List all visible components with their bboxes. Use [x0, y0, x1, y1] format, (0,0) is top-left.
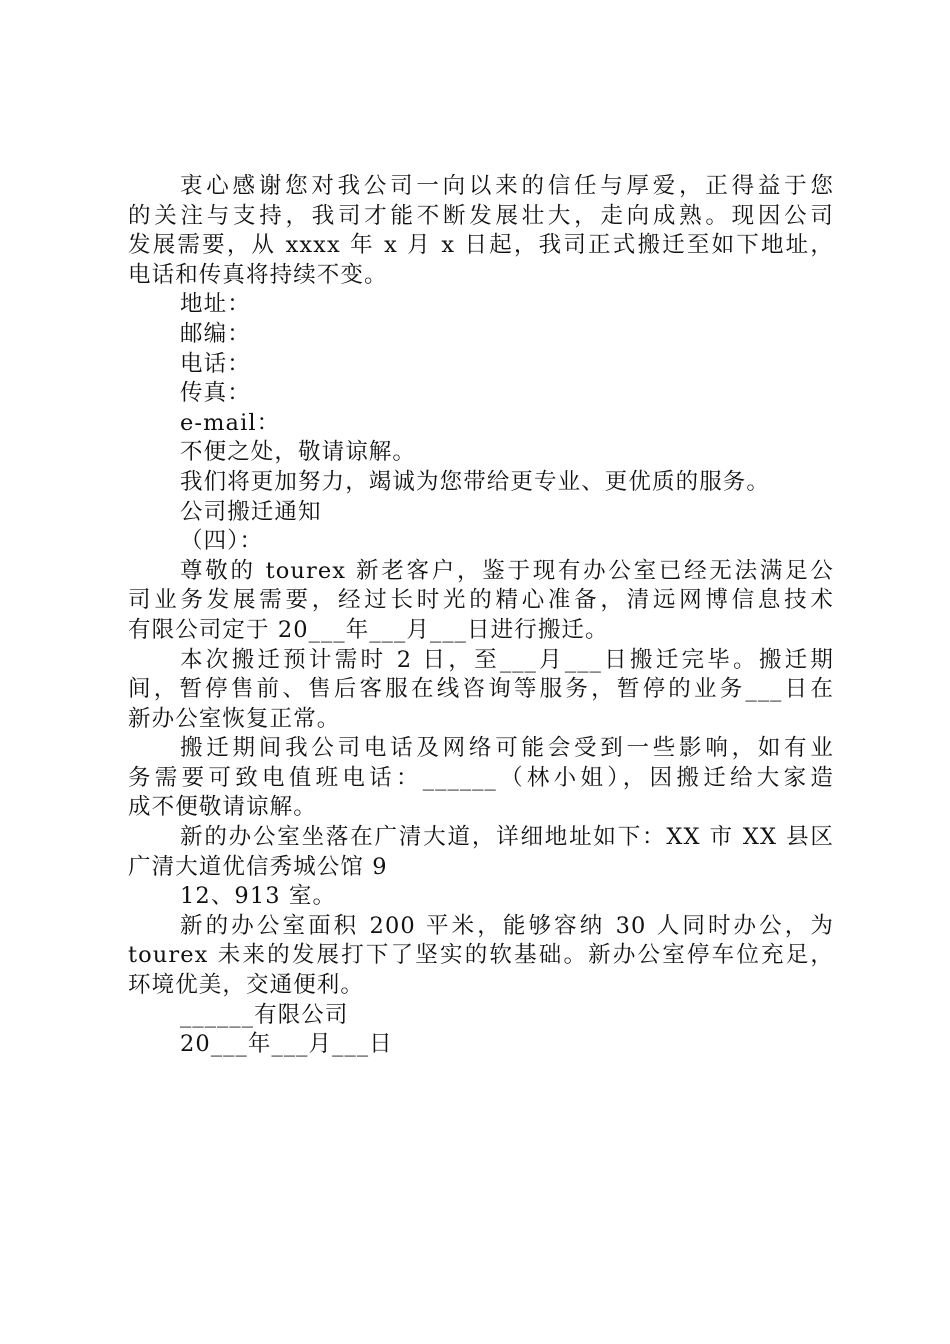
- text-line: 成不便敬请谅解。: [128, 794, 317, 821]
- text-line: 搬迁期间我公司电话及网络可能会受到一些影响，如有业: [180, 735, 834, 762]
- text-line: 衷心感谢您对我公司一向以来的信任与厚爱，正得益于您: [180, 173, 834, 199]
- text-line: tourex 未来的发展打下了坚实的软基础。新办公室停车位充足，: [128, 942, 834, 969]
- text-line: 尊敬的 tourex 新老客户，鉴于现有办公室已经无法满足公: [180, 557, 834, 584]
- text-line: 间，暂停售前、售后客服在线咨询等服务，暂停的业务___日在: [128, 676, 834, 703]
- text-line: 发展需要，从 xxxx 年 x 月 x 日起，我司正式搬迁至如下地址，: [128, 232, 834, 259]
- text-line: 司业务发展需要，经过长时光的精心准备，清远网博信息技术: [128, 587, 834, 614]
- text-line: 广清大道优信秀城公馆 9: [128, 853, 388, 880]
- document-body: [128, 172, 834, 1060]
- text-line: 新的办公室面积 200 平米，能够容纳 30 人同时办公，为: [180, 912, 834, 939]
- text-line: 新的办公室坐落在广清大道，详细地址如下：XX 市 XX 县区: [180, 824, 834, 851]
- text-line: 电话：: [180, 350, 251, 377]
- text-line: 12、913 室。: [180, 883, 337, 910]
- text-line: 有限公司定于 20___年___月___日进行搬迁。: [128, 616, 609, 643]
- text-line: 邮编：: [180, 320, 251, 347]
- text-line: 电话和传真将持续不变。: [128, 261, 388, 288]
- text-line: （四）：: [180, 528, 264, 555]
- text-line: 本次搬迁预计需时 2 日，至___月___日搬迁完毕。搬迁期: [180, 646, 834, 673]
- text-line: 传真：: [180, 380, 251, 407]
- text-line: 不便之处，敬请谅解。: [180, 439, 417, 466]
- text-line: 新办公室恢复正常。: [128, 705, 341, 732]
- text-line: 公司搬迁通知: [180, 498, 322, 525]
- text-line: e-mail：: [180, 409, 281, 436]
- text-line: 地址：: [180, 291, 251, 318]
- text-line: 20___年___月___日: [180, 1031, 393, 1058]
- text-line: ______有限公司: [180, 1001, 349, 1028]
- text-line: 环境优美，交通便利。: [128, 972, 365, 999]
- text-line: 我们将更加努力，竭诚为您带给更专业、更优质的服务。: [180, 468, 771, 495]
- text-line: 的关注与支持，我司才能不断发展壮大，走向成熟。现因公司: [128, 202, 834, 229]
- text-line: 务需要可致电值班电话：______（林小姐），因搬迁给大家造: [128, 764, 834, 791]
